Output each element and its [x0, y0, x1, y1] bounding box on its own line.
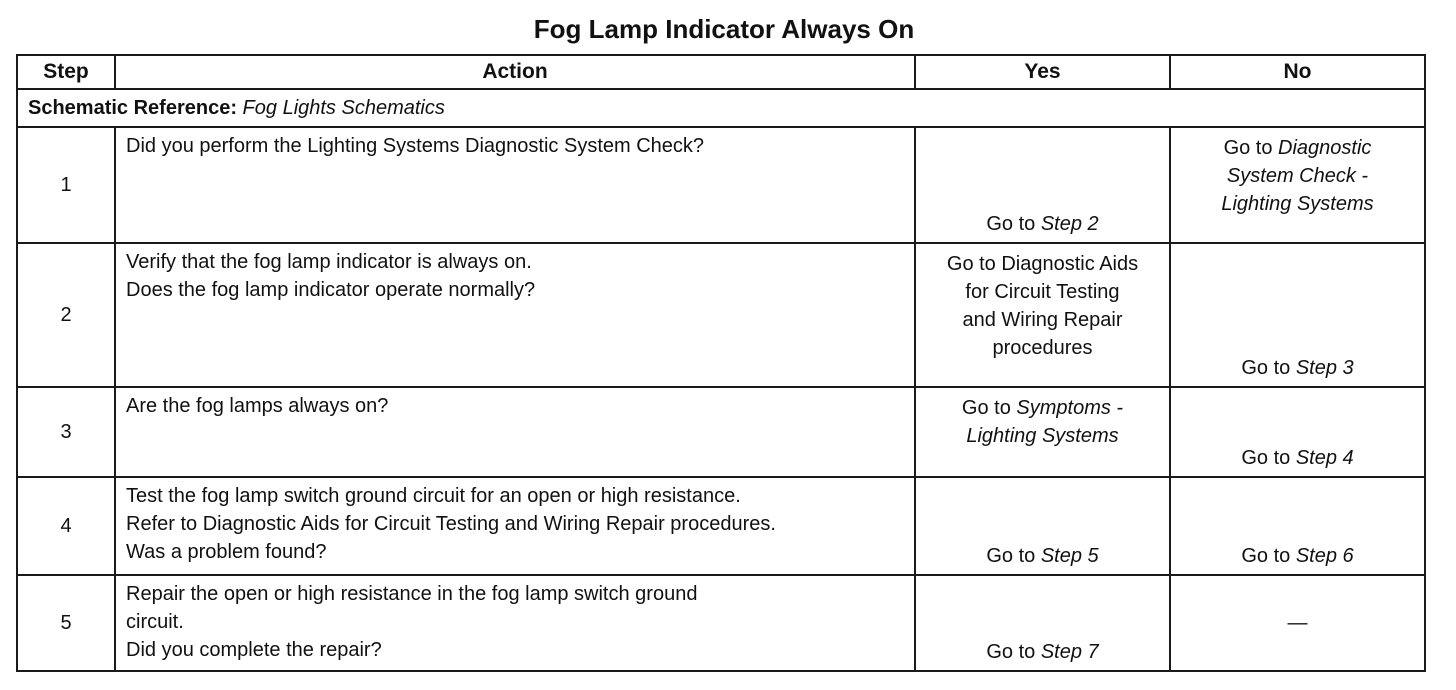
schematic-reference-row	[17, 89, 1425, 127]
step-number: 3	[17, 387, 115, 477]
diagnostic-table	[16, 54, 1426, 672]
no-cell	[1170, 575, 1425, 671]
no-prefix: Go to	[1223, 137, 1273, 159]
action-cell	[115, 575, 915, 671]
step-number: 2	[17, 243, 115, 387]
no-prefix: Go to	[1241, 357, 1291, 379]
table-row	[17, 477, 1425, 575]
action-line: Test the fog lamp switch ground circuit for an open or high resistance.	[126, 485, 741, 507]
no-prefix: Go to	[1241, 447, 1291, 469]
action-line: Refer to Diagnostic Aids for Circuit Testing and Wiring Repair procedures.	[126, 513, 776, 535]
header-action: Action	[115, 55, 915, 89]
yes-ref-line[interactable]: Lighting Systems	[966, 425, 1119, 447]
no-cell[interactable]	[1170, 477, 1425, 575]
action-cell	[115, 387, 915, 477]
no-cell[interactable]	[1170, 127, 1425, 243]
action-cell	[115, 477, 915, 575]
step-number: 1	[17, 127, 115, 243]
yes-cell[interactable]	[915, 387, 1170, 477]
header-no: No	[1170, 55, 1425, 89]
action-cell	[115, 243, 915, 387]
no-cell[interactable]	[1170, 387, 1425, 477]
yes-prefix: Go to	[986, 213, 1036, 235]
action-line: Did you complete the repair?	[126, 639, 382, 661]
action-line: Does the fog lamp indicator operate normally?	[126, 279, 536, 301]
step-number: 5	[17, 575, 115, 671]
schematic-reference-link[interactable]: Fog Lights Schematics	[242, 96, 445, 119]
header-row	[17, 55, 1425, 89]
yes-line: and Wiring Repair	[962, 309, 1123, 331]
header-yes: Yes	[915, 55, 1170, 89]
header-step: Step	[17, 55, 115, 89]
action-line: Verify that the fog lamp indicator is always on.	[126, 251, 532, 273]
yes-prefix: Go to	[986, 545, 1036, 567]
yes-step-link[interactable]: Step 5	[1040, 545, 1099, 567]
table-row	[17, 575, 1425, 671]
action-line: Did you perform the Lighting Systems Diagnostic System Check?	[126, 135, 705, 157]
action-cell	[115, 127, 915, 243]
no-step-link[interactable]: Step 4	[1295, 447, 1354, 469]
yes-cell[interactable]	[915, 127, 1170, 243]
table-row	[17, 127, 1425, 243]
no-dash: —	[1287, 611, 1308, 634]
no-ref-line[interactable]: Diagnostic	[1278, 137, 1372, 159]
yes-line: procedures	[992, 337, 1093, 359]
no-step-link[interactable]: Step 6	[1295, 545, 1354, 567]
yes-step-link[interactable]: Step 2	[1040, 213, 1099, 235]
yes-prefix: Go to	[986, 641, 1036, 663]
page-title: Fog Lamp Indicator Always On	[533, 14, 915, 44]
yes-line: Go to Diagnostic Aids	[946, 253, 1139, 275]
action-line: Repair the open or high resistance in the fog lamp switch ground	[126, 583, 698, 605]
no-step-link[interactable]: Step 3	[1295, 357, 1354, 379]
action-line: Was a problem found?	[126, 541, 327, 563]
yes-cell[interactable]	[915, 243, 1170, 387]
step-number: 4	[17, 477, 115, 575]
action-line: Are the fog lamps always on?	[126, 395, 389, 417]
yes-line: for Circuit Testing	[965, 281, 1120, 303]
no-prefix: Go to	[1241, 545, 1291, 567]
yes-step-link[interactable]: Step 7	[1040, 641, 1099, 663]
table-row	[17, 243, 1425, 387]
schematic-reference	[17, 89, 1425, 127]
yes-cell[interactable]	[915, 477, 1170, 575]
no-ref-line[interactable]: System Check -	[1226, 165, 1369, 187]
schematic-reference-label: Schematic Reference:	[28, 96, 237, 119]
yes-ref-line[interactable]: Symptoms -	[1016, 397, 1124, 419]
no-ref-line[interactable]: Lighting Systems	[1221, 193, 1374, 215]
yes-prefix: Go to	[961, 397, 1011, 419]
no-cell[interactable]	[1170, 243, 1425, 387]
table-row	[17, 387, 1425, 477]
action-line: circuit.	[126, 611, 184, 633]
yes-cell[interactable]	[915, 575, 1170, 671]
